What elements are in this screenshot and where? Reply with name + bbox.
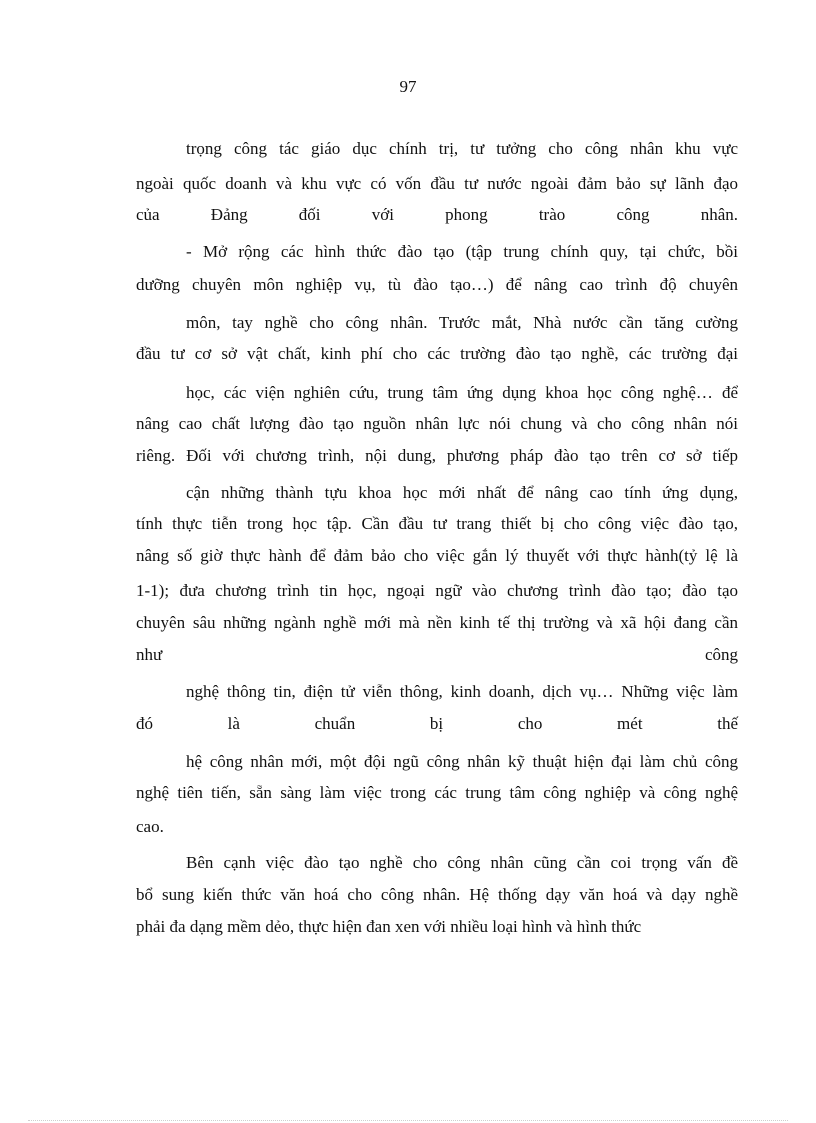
text-line: nghệ thông tin, điện tử viễn thông, kinh doanh, dịch vụ… Những việc làm [186,682,738,701]
text-line: đó là chuẩn bị cho mét thế [136,714,738,733]
text-line: chuyên sâu những ngành nghề mới mà nền kinh tế thị trường và xã hội đang cần [136,613,738,632]
text-line: môn, tay nghề cho công nhân. Trước mắt, Nhà nước cần tăng cường [186,313,738,332]
text-line: nâng cao chất lượng đào tạo nguồn nhân lực nói chung và cho công nhân nói [136,414,738,433]
text-line: nâng số giờ thực hành để đảm bảo cho việc gắn lý thuyết với thực hành(tỷ lệ là [136,546,738,565]
text-line: tính thực tiễn trong học tập. Cần đầu tư trang thiết bị cho công việc đào tạo, [136,514,738,533]
text-line: dưỡng chuyên môn nghiệp vụ, tù đào tạo…) để nâng cao trình độ chuyên [136,275,738,294]
text-line: bổ sung kiến thức văn hoá cho công nhân. Hệ thống dạy văn hoá và dạy nghề [136,885,738,904]
text-line: học, các viện nghiên cứu, trung tâm ứng dụng khoa học công nghệ… để [186,383,738,402]
text-line: Bên cạnh việc đào tạo nghề cho công nhân cũng cần coi trọng vấn đề [186,853,738,872]
text-line: của Đảng đối với phong trào công nhân. [136,205,738,224]
text-line: như công [136,645,738,664]
text-line: phải đa dạng mềm dẻo, thực hiện đan xen với nhiều loại hình và hình thức [136,917,642,936]
text-line: 1-1); đưa chương trình tin học, ngoại ngữ vào chương trình đào tạo; đào tạo [136,581,738,600]
text-line: riêng. Đối với chương trình, nội dung, phương pháp đào tạo trên cơ sở tiếp [136,446,738,465]
text-line: - Mở rộng các hình thức đào tạo (tập trung chính quy, tại chức, bồi [186,242,738,261]
page-edge-divider [28,1120,788,1121]
text-line: hệ công nhân mới, một đội ngũ công nhân kỹ thuật hiện đại làm chủ công [186,752,738,771]
text-line: cận những thành tựu khoa học mới nhất để nâng cao tính ứng dụng, [186,483,738,502]
text-line: nghệ tiên tiến, sẵn sàng làm việc trong các trung tâm công nghiệp và công nghệ [136,783,738,802]
text-line: đầu tư cơ sở vật chất, kinh phí cho các trường đào tạo nghề, các trường đại [136,344,738,363]
page-number: 97 [399,77,417,96]
text-line: cao. [136,817,164,836]
text-line: ngoài quốc doanh và khu vực có vốn đầu tư nước ngoài đảm bảo sự lãnh đạo [136,174,738,193]
text-line: trọng công tác giáo dục chính trị, tư tưởng cho công nhân khu vực [186,139,738,158]
